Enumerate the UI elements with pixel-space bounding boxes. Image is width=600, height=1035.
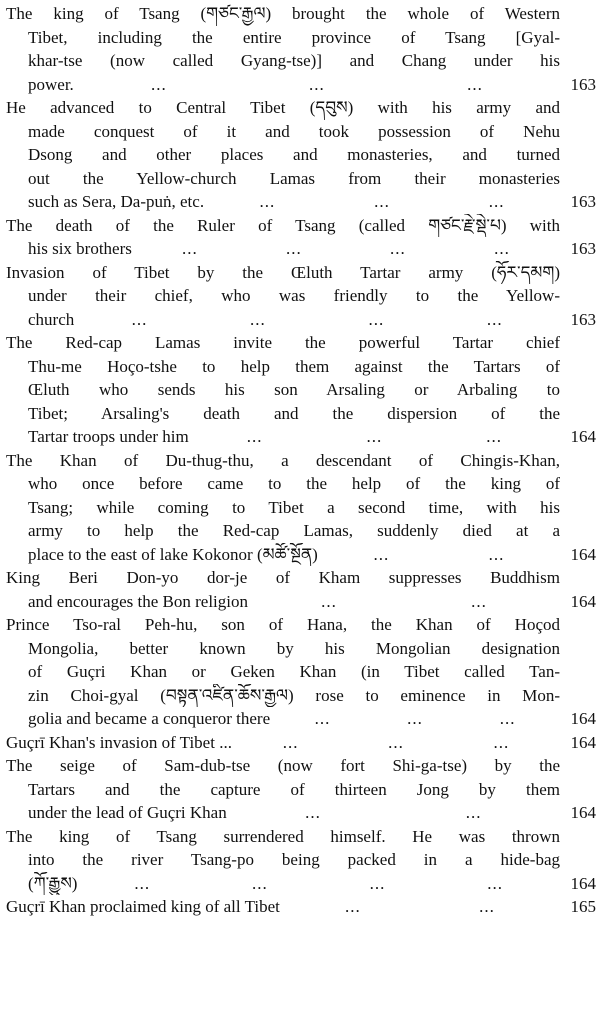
contents-entry bbox=[6, 566, 596, 613]
contents-entry bbox=[6, 331, 596, 449]
leader-dots bbox=[227, 801, 560, 825]
leader-dot-group: ... bbox=[314, 709, 331, 728]
page-number: 164 bbox=[570, 591, 596, 611]
leader-dot-group: ... bbox=[321, 591, 337, 611]
entry-line: Tartars and the capture of thirteen Jong by them bbox=[28, 779, 560, 799]
leader-dot-group: ... bbox=[246, 427, 263, 446]
page-number: 163 bbox=[570, 239, 596, 258]
entry-line: The Khan of Du-thug-thu, a descendant of Chingis-Khan, bbox=[6, 450, 560, 470]
leader-dot-group: ... bbox=[305, 803, 321, 822]
page-number: 164 bbox=[570, 732, 596, 752]
entry-line: (ཀོ་རྒྱུས) bbox=[28, 873, 78, 893]
entry-line: Mongolia, better known by his Mongolian designation bbox=[28, 638, 560, 658]
page-number: 164 bbox=[570, 709, 596, 728]
entry-line: khar-tse (now called Gyang-tse)] and Chang under his bbox=[28, 51, 560, 70]
entry-line: Prince Tso-ral Peh-hu, son of Hana, the Khan of Hoçod bbox=[6, 615, 560, 634]
page-number: 165 bbox=[570, 897, 596, 916]
leader-dot-group: ... bbox=[252, 873, 268, 893]
entry-line: Invasion of Tibet by the Œluth Tartar army (ཧོར་དམག) bbox=[6, 262, 560, 282]
leader-dot-group: ... bbox=[369, 873, 386, 893]
contents-entry bbox=[6, 754, 596, 825]
leader-dot-group: ... bbox=[150, 74, 167, 94]
entry-last-line bbox=[6, 801, 560, 825]
leader-dot-group: ... bbox=[479, 897, 495, 916]
leader-dot-group: ... bbox=[368, 309, 385, 329]
entry-line: church bbox=[28, 309, 75, 329]
leader-dot-group: ... bbox=[488, 544, 505, 564]
entry-line: Dsong and other places and monasteries, and turned bbox=[28, 145, 560, 164]
leader-dot-group: ... bbox=[407, 709, 423, 728]
contents-entry bbox=[6, 2, 596, 96]
entry-line: Tibet, including the entire province of Tsang [Gyal- bbox=[28, 27, 560, 47]
leader-dots bbox=[204, 190, 560, 214]
leader-dots bbox=[189, 425, 560, 449]
leader-dot-group: ... bbox=[309, 74, 325, 94]
entry-line: of Guçri Khan or Geken Khan (in Tibet called Tan- bbox=[28, 662, 560, 681]
entry-last-line bbox=[6, 731, 560, 755]
page-number: 164 bbox=[570, 803, 596, 822]
leader-dot-group: ... bbox=[465, 803, 482, 822]
contents-entry bbox=[6, 96, 596, 214]
leader-dot-group: ... bbox=[366, 427, 383, 446]
entry-line: who once before came to the help of the king of bbox=[28, 474, 560, 493]
leader-dots bbox=[248, 590, 560, 614]
entry-line: and encourages the Bon religion bbox=[28, 591, 248, 611]
entry-line: King Beri Don-yo dor-je of Kham suppresses Buddhism bbox=[6, 568, 560, 587]
page-number: 164 bbox=[570, 544, 596, 564]
entry-line: golia and became a conqueror there bbox=[28, 709, 271, 728]
leader-dot-group: ... bbox=[282, 732, 299, 752]
entry-line: power. bbox=[28, 74, 74, 94]
leader-dot-group: ... bbox=[486, 309, 503, 329]
entry-line: The Red-cap Lamas invite the powerful Tartar chief bbox=[6, 333, 560, 352]
leader-dot-group: ... bbox=[471, 591, 487, 611]
leader-dot-group: ... bbox=[499, 709, 516, 728]
contents-entry bbox=[6, 895, 596, 919]
entry-line: into the river Tsang-po being packed in a hide-bag bbox=[28, 850, 560, 869]
leader-dot-group: ... bbox=[286, 239, 302, 258]
entry-line: Tartar troops under him bbox=[28, 427, 189, 446]
contents-entry bbox=[6, 261, 596, 332]
leader-dot-group: ... bbox=[493, 732, 510, 752]
leader-dots bbox=[77, 872, 560, 896]
entry-line: The king of Tsang (གཙང་རྒྱལ) brought the whole of Western bbox=[6, 4, 560, 23]
entry-line: such as Sera, Da-puṅ, etc. bbox=[28, 192, 205, 211]
entry-line: Tibet; Arsaling's death and the dispersion of the bbox=[28, 403, 560, 423]
entry-line: Guçrī Khan proclaimed king of all Tibet bbox=[6, 897, 280, 916]
entry-line: out the Yellow-church Lamas from their monasteries bbox=[28, 168, 560, 188]
entry-line: The king of Tsang surrendered himself. He was thrown bbox=[6, 826, 560, 846]
leader-dot-group: ... bbox=[182, 239, 198, 258]
entry-last-line bbox=[6, 872, 560, 896]
entry-line: Guçrī Khan's invasion of Tibet ... bbox=[6, 732, 232, 752]
contents-entry bbox=[6, 613, 596, 731]
entry-line: under their chief, who was friendly to the Yellow- bbox=[28, 286, 560, 305]
leader-dot-group: ... bbox=[134, 873, 151, 893]
leader-dot-group: ... bbox=[131, 309, 148, 329]
leader-dot-group: ... bbox=[388, 732, 404, 752]
leader-dot-group: ... bbox=[259, 192, 276, 211]
entry-last-line bbox=[6, 590, 560, 614]
leader-dots bbox=[280, 895, 560, 919]
entry-line: place to the east of lake Kokonor (མཚོ་སྔོན) bbox=[28, 544, 318, 564]
leader-dot-group: ... bbox=[486, 427, 502, 446]
leader-dot-group: ... bbox=[345, 897, 361, 916]
entry-line: made conquest of it and took possession of Nehu bbox=[28, 121, 560, 141]
leader-dot-group: ... bbox=[390, 239, 406, 258]
entry-line: army to help the Red-cap Lamas, suddenly died at a bbox=[28, 521, 560, 540]
page-number: 163 bbox=[570, 309, 596, 329]
leader-dots bbox=[74, 73, 560, 97]
page-number: 164 bbox=[570, 427, 596, 446]
entry-last-line bbox=[6, 707, 560, 731]
entry-last-line bbox=[6, 190, 560, 214]
entry-last-line bbox=[6, 237, 560, 261]
entry-last-line bbox=[6, 308, 560, 332]
entry-line: Tsang; while coming to Tibet a second time, with his bbox=[28, 497, 560, 517]
entry-line: under the lead of Guçri Khan bbox=[28, 803, 227, 822]
leader-dot-group: ... bbox=[373, 544, 390, 564]
entry-last-line bbox=[6, 543, 560, 567]
page-number: 163 bbox=[570, 74, 596, 94]
entry-line: his six brothers bbox=[28, 239, 132, 258]
entry-line: He advanced to Central Tibet (དབུས) with his army and bbox=[6, 98, 560, 117]
leader-dots bbox=[270, 707, 560, 731]
page-number: 163 bbox=[570, 192, 596, 211]
leader-dot-group: ... bbox=[250, 309, 266, 329]
page-number: 164 bbox=[570, 873, 596, 893]
leader-dot-group: ... bbox=[487, 873, 504, 893]
leader-dots bbox=[318, 543, 560, 567]
entry-line: Œluth who sends his son Arsaling or Arbaling to bbox=[28, 380, 560, 399]
leader-dot-group: ... bbox=[494, 239, 510, 258]
contents-entry bbox=[6, 731, 596, 755]
contents-entry bbox=[6, 449, 596, 567]
contents-page bbox=[6, 2, 596, 919]
entry-line: The seige of Sam-dub-tse (now fort Shi-ga-tse) by the bbox=[6, 756, 560, 775]
leader-dot-group: ... bbox=[467, 74, 483, 94]
contents-entry bbox=[6, 825, 596, 896]
leader-dots bbox=[232, 731, 560, 755]
entry-line: zin Choi-gyal (བསྟན་འཛིན་ཆོས་རྒྱལ) rose to eminence in Mon- bbox=[28, 685, 560, 705]
entry-last-line bbox=[6, 895, 560, 919]
contents-entry bbox=[6, 214, 596, 261]
leader-dot-group: ... bbox=[374, 192, 390, 211]
leader-dot-group: ... bbox=[488, 192, 505, 211]
entry-line: The death of the Ruler of Tsang (called གཙང་རྗེ་སྡེ་པ) with bbox=[6, 215, 560, 235]
entry-last-line bbox=[6, 425, 560, 449]
leader-dots bbox=[132, 237, 560, 261]
entry-line: Thu-me Hoço-tshe to help them against the Tartars of bbox=[28, 356, 560, 376]
entry-last-line bbox=[6, 73, 560, 97]
leader-dots bbox=[74, 308, 560, 332]
